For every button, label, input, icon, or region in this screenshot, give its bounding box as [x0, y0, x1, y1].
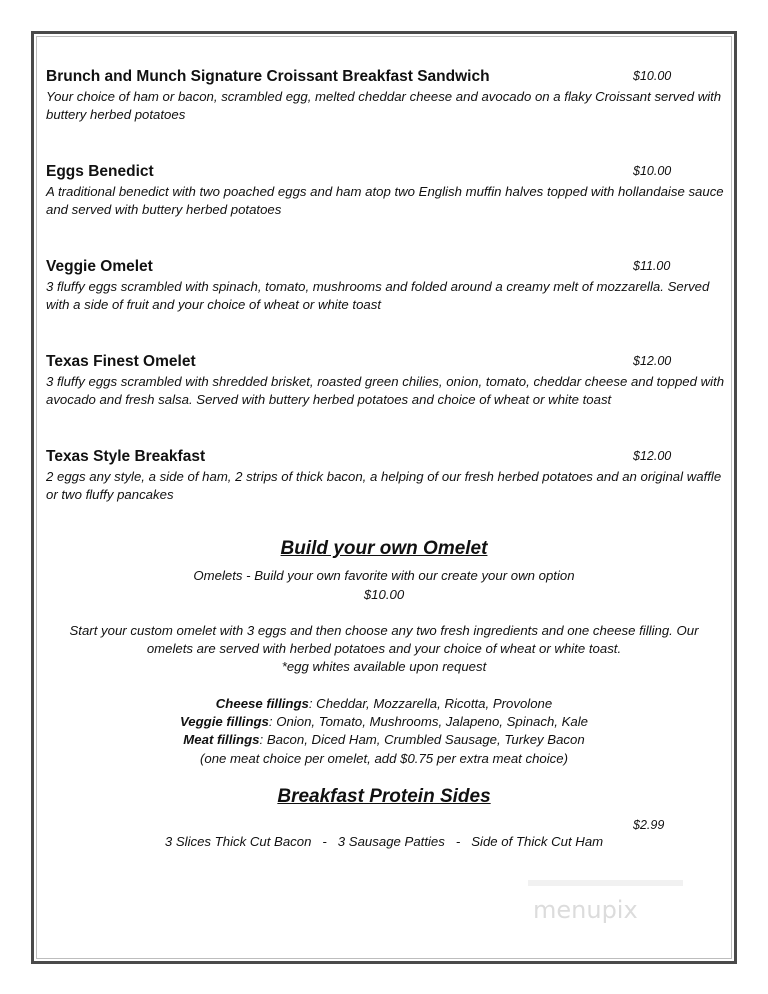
watermark-bar [528, 880, 683, 886]
item-name: Veggie Omelet [46, 258, 153, 275]
cheese-fillings-list: : Cheddar, Mozzarella, Ricotta, Provolone [308, 696, 553, 711]
item-name: Brunch and Munch Signature Croissant Breakfast Sandwich [46, 68, 490, 85]
meat-fillings-label: Meat fillings [183, 732, 260, 747]
veggie-fillings-list: : Onion, Tomato, Mushrooms, Jalapeno, Spinach, Kale [268, 714, 589, 729]
meat-fillings [40, 731, 728, 750]
omelet-subtitle: Omelets - Build your own favorite with our create your own option [193, 568, 575, 583]
cheese-fillings-label: Cheese fillings [215, 696, 309, 711]
sides-price: $2.99 [633, 818, 665, 832]
omelet-section-title [40, 540, 728, 560]
section-heading: Breakfast Protein Sides [277, 786, 491, 807]
item-price: $12.00 [633, 449, 672, 463]
item-description: Your choice of ham or bacon, scrambled egg, melted cheddar cheese and avocado on a flaky Croissant served with buttery herbed potatoes [46, 89, 722, 122]
omelet-intro-line-3: *egg whites available upon request [281, 659, 487, 674]
menu-item [46, 161, 726, 219]
meat-note: (one meat choice per omelet, add $0.75 per extra meat choice) [200, 751, 568, 766]
item-price: $12.00 [633, 354, 672, 368]
menu-item [46, 256, 726, 314]
watermark-logo: menupix [533, 896, 638, 924]
item-price: $11.00 [633, 259, 671, 273]
menu-item [46, 66, 726, 124]
item-description: 3 fluffy eggs scrambled with shredded brisket, roasted green chilies, onion, tomato, cheddar cheese and topped with avocado and fresh salsa. Served with buttery herbed potatoes and choice of wheat or white toast [46, 374, 725, 407]
sides-section-title [40, 788, 728, 808]
item-price: $10.00 [633, 164, 672, 178]
omelet-price: $10.00 [363, 587, 405, 602]
veggie-fillings [40, 713, 728, 732]
item-description: A traditional benedict with two poached eggs and ham atop two English muffin halves topped with hollandaise sauce and served with buttery herbed potatoes [46, 184, 724, 217]
item-name: Texas Style Breakfast [46, 448, 206, 465]
item-description: 2 eggs any style, a side of ham, 2 strips of thick bacon, a helping of our fresh herbed potatoes and an original waffle or two fluffy pancakes [46, 469, 722, 502]
veggie-fillings-label: Veggie fillings [179, 714, 269, 729]
menu-item [46, 446, 726, 504]
meat-fillings-list: : Bacon, Diced Ham, Crumbled Sausage, Turkey Bacon [259, 732, 585, 747]
sides-list: 3 Slices Thick Cut Bacon - 3 Sausage Patties - Side of Thick Cut Ham [164, 834, 604, 849]
item-name: Texas Finest Omelet [46, 353, 196, 370]
cheese-fillings [40, 695, 728, 714]
section-heading: Build your own Omelet [280, 538, 488, 559]
item-description: 3 fluffy eggs scrambled with spinach, tomato, mushrooms and folded around a creamy melt of mozzarella. Served with a side of fruit and your choice of wheat or white toast [46, 279, 710, 312]
item-name: Eggs Benedict [46, 163, 154, 180]
omelet-intro-line-2: omelets are served with herbed potatoes and your choice of wheat or white toast. [146, 641, 622, 656]
menu-item [46, 351, 726, 409]
omelet-intro-line-1: Start your custom omelet with 3 eggs and then choose any two fresh ingredients and one cheese filling. Our [69, 623, 699, 638]
item-price: $10.00 [633, 69, 672, 83]
